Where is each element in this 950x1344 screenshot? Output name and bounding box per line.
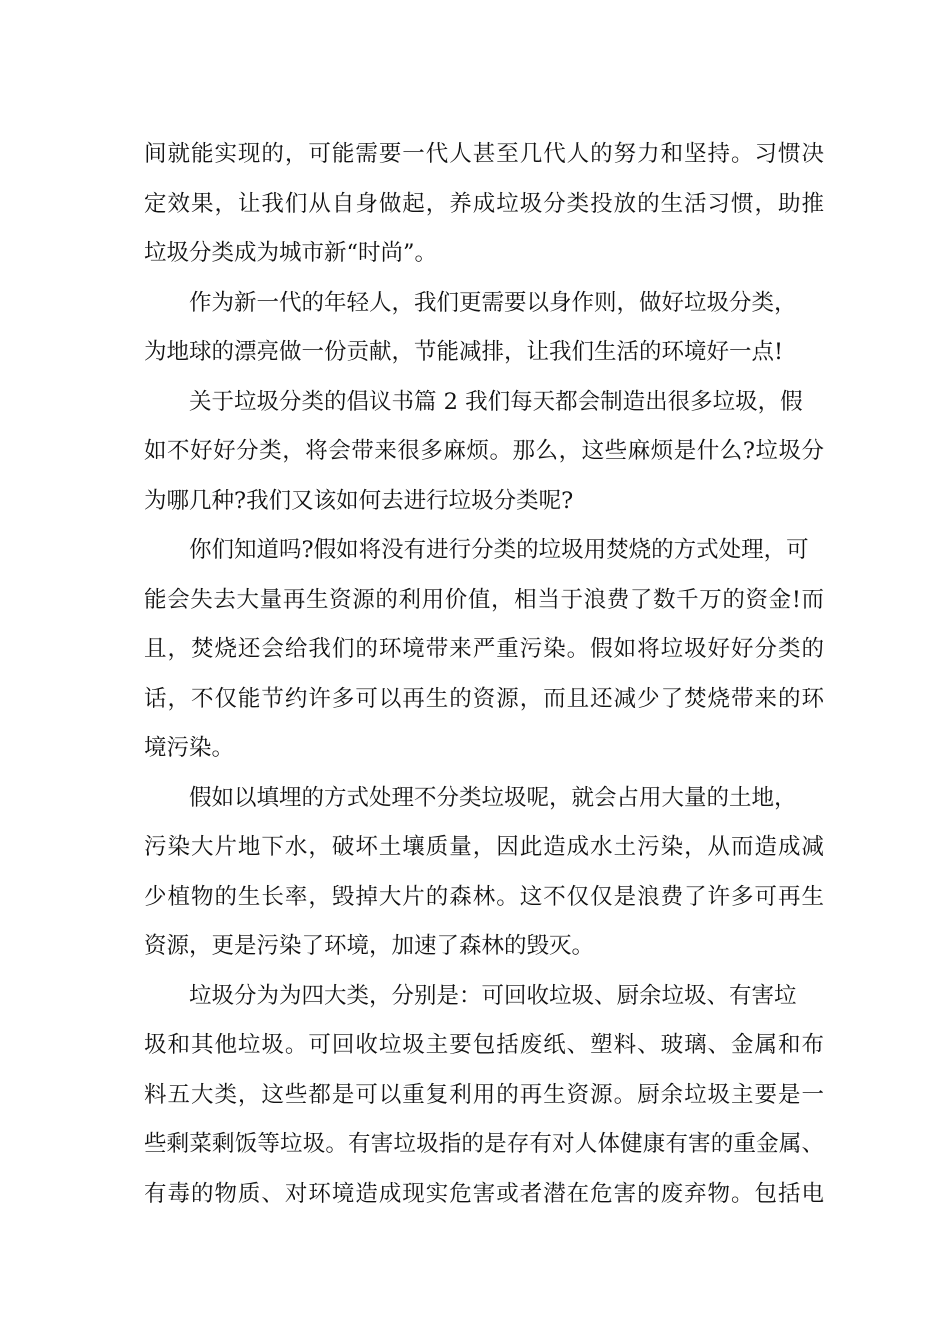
body-text: [144, 130, 824, 1219]
text-line: 假如以填埋的方式处理不分类垃圾呢，就会占用大量的土地，: [189, 784, 797, 811]
text-line: 关于垃圾分类的倡议书篇 2 我们每天都会制造出很多垃圾，假: [189, 388, 803, 415]
text-line: 能会失去大量再生资源的利用价值，相当于浪费了数千万的资金!而: [144, 586, 824, 613]
text-line: 有毒的物质、对环境造成现实危害或者潜在危害的废弃物。包括电: [144, 1180, 824, 1207]
text-line: 境污染。: [144, 735, 235, 761]
text-line: 资源，更是污染了环境，加速了森林的毁灭。: [144, 933, 595, 959]
text-line: 且，焚烧还会给我们的环境带来严重污染。假如将垃圾好好分类的: [144, 636, 824, 662]
text-line: 垃圾分为为四大类，分别是：可回收垃圾、厨余垃圾、有害垃: [189, 982, 797, 1009]
text-line: 料五大类，这些都是可以重复利用的再生资源。厨余垃圾主要是一: [144, 1081, 824, 1108]
text-line: 为哪几种?我们又该如何去进行垃圾分类呢?: [144, 487, 574, 514]
text-line: 圾和其他垃圾。可回收垃圾主要包括废纸、塑料、玻璃、金属和布: [144, 1032, 824, 1058]
text-line: 话，不仅能节约许多可以再生的资源，而且还减少了焚烧带来的环: [144, 685, 824, 712]
text-line: 为地球的漂亮做一份贡献，节能减排，让我们生活的环境好一点!: [144, 339, 784, 365]
text-line: 作为新一代的年轻人，我们更需要以身作则，做好垃圾分类，: [189, 289, 797, 316]
text-line: 你们知道吗?假如将没有进行分类的垃圾用焚烧的方式处理，可: [189, 537, 809, 563]
text-line: 垃圾分类成为城市新“时尚”。: [144, 240, 438, 266]
text-line: 污染大片地下水，破坏土壤质量，因此造成水土污染，从而造成减: [144, 834, 824, 860]
text-line: 些剩菜剩饭等垃圾。有害垃圾指的是存有对人体健康有害的重金属、: [144, 1131, 824, 1157]
text-line: 定效果，让我们从自身做起，养成垃圾分类投放的生活习惯，助推: [144, 190, 824, 217]
text-line: 如不好好分类，将会带来很多麻烦。那么，这些麻烦是什么?垃圾分: [144, 438, 824, 464]
text-line: 间就能实现的，可能需要一代人甚至几代人的努力和坚持。习惯决: [144, 141, 824, 167]
text-line: 少植物的生长率，毁掉大片的森林。这不仅仅是浪费了许多可再生: [144, 883, 824, 910]
